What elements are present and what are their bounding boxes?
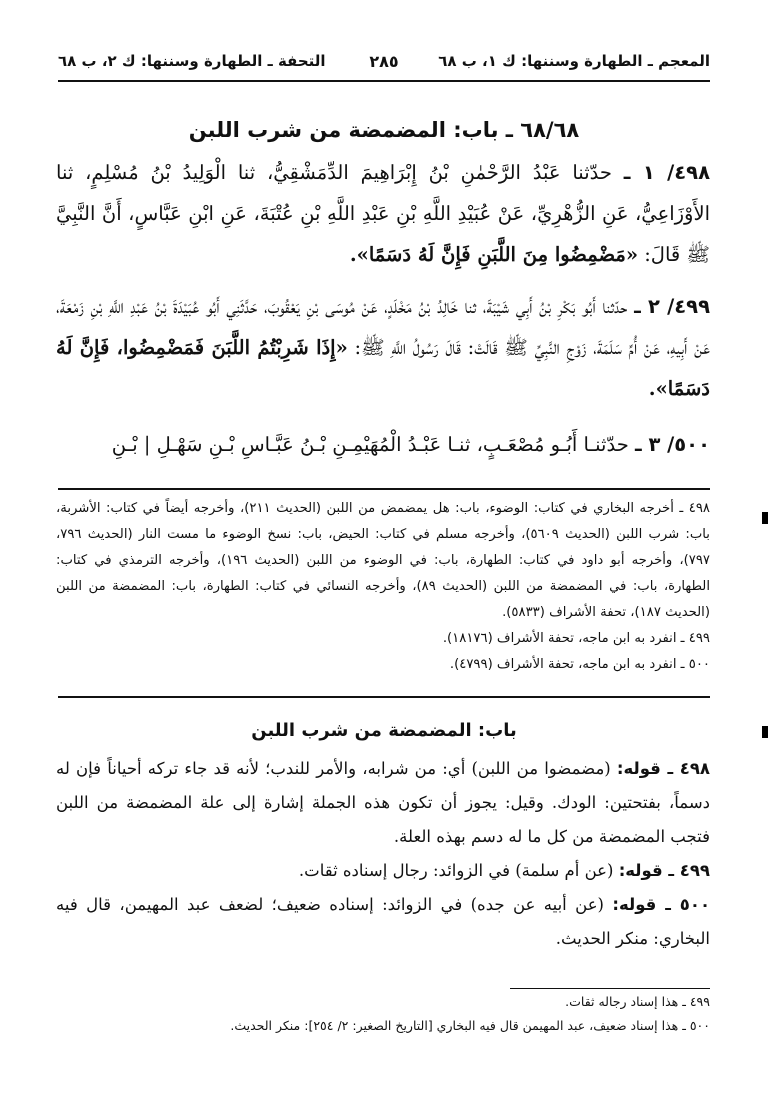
- sharh-rule: [58, 696, 710, 698]
- chapter-title: ٦٨/٦٨ ـ باب: المضمضة من شرب اللبن: [188, 118, 580, 142]
- hadith-text: «إِذَا شَرِبْتُمُ اللَّبَنَ فَمَضْمِضُوا، فَإِنَّ لَهُ دَسَمًا».: [56, 336, 710, 400]
- takhrij-item: ٤٩٩ ـ انفرد به ابن ماجه، تحفة الأشراف (١٨١٧٦).: [442, 631, 710, 646]
- takhrij-item: ٥٠٠ ـ انفرد به ابن ماجه، تحفة الأشراف (٤٧٩٩).: [449, 657, 710, 672]
- header-rule: [58, 80, 710, 82]
- hadith-2: [56, 286, 710, 409]
- hadith-number: ٥٠٠/ ٣ ـ: [634, 433, 710, 456]
- takhrij-rule: [58, 488, 710, 490]
- hadith-number: ٤٩٩/ ٢ ـ: [634, 295, 710, 318]
- footnotes: [56, 990, 710, 1038]
- sharh-item: [56, 854, 710, 888]
- hadith-chain: حدّثنا عَبْدُ الرَّحْمٰنِ بْنُ إِبْرَاهِيمَ الدِّمَشْقِيُّ، ثنا الْوَلِيدُ بْنُ مُسْلِمٍ، ثنا الأَوْزَاعِيُّ، عَنِ الزُّهْرِيِّ، عَنْ عُبَيْدِ اللَّهِ بْنِ عَبْدِ اللَّهِ بْنِ عُتْبَةَ، عَنِ ابْنِ عَبَّاسٍ، أَنَّ النَّبِيَّ ﷺ قَالَ:: [56, 161, 710, 266]
- hadith-number: ٤٩٨/ ١ ـ: [623, 161, 710, 184]
- margin-mark: [762, 726, 768, 738]
- running-header: [58, 52, 710, 78]
- hadith-chain: حدّثنـا أَبُـو مُصْعَـبٍ، ثنـا عَبْـدُ الْمُهَيْمِـنِ بْـنُ عَبَّـاسِ بْـنِ سَهْـلِ | بْـنِ: [111, 433, 629, 456]
- sharh-text: (عن أم سلمة) في الزوائد: رجال إسناده ثقات.: [298, 861, 614, 880]
- hadith-text: «مَضْمِضُوا مِنَ اللَّبَنِ فَإِنَّ لَهُ دَسَمًا».: [349, 243, 639, 266]
- hadith-chain: حدّثنا أَبُو بَكْرِ بْنُ أَبِي شَيْبَةَ، ثنا خَالِدُ بْنُ مَخْلَدٍ، عَنْ مُوسَى بْنِ يَعْقُوبَ، حَدَّثَنِي أَبُو عُبَيْدَةَ بْنُ عَبْدِ اللَّهِ بْنِ زَمْعَةَ، عَنْ أَبِيهِ، عَنْ أُمِّ سَلَمَةَ، زَوْجِ النَّبِيِّ ﷺ قَالَتْ: قَالَ رَسُولُ اللَّهِ ﷺ:: [56, 295, 710, 359]
- header-right: المعجم ـ الطهارة وسننها: ك ١، ب ٦٨: [438, 52, 710, 70]
- page-number: ٢٨٥: [369, 52, 399, 71]
- header-left: التحفة ـ الطهارة وسننها: ك ٢، ب ٦٨: [58, 52, 326, 70]
- sharh-text: (مضمضوا من اللبن) أي: من شرابه، والأمر للندب؛ لأنه قد جاء تركه أحياناً فإن له دسماً، بفتحتين: الودك. وقيل: يجوز أن تكون هذه الجملة إشارة إلى علة المضمضة من اللبن فتجب المضمضة من كل ما له دسم بهذه العلة.: [56, 759, 710, 846]
- footnote-item: ٥٠٠ ـ هذا إسناد ضعيف، عبد المهيمن قال فيه البخاري [التاريخ الصغير: ٢/ ٢٥٤]: منكر الحديث.: [230, 1018, 710, 1033]
- sharh-body: [56, 752, 710, 956]
- sharh-number: ٤٩٨ ـ قوله:: [616, 759, 710, 778]
- hadith-1: [56, 152, 710, 275]
- sharh-number: ٤٩٩ ـ قوله:: [618, 861, 710, 880]
- sharh-item: [56, 752, 710, 854]
- hadith-3: [56, 424, 710, 465]
- sharh-title: باب: المضمضة من شرب اللبن: [251, 720, 517, 741]
- margin-mark: [762, 512, 768, 524]
- takhrij-notes: [56, 496, 710, 678]
- footnote-rule: [510, 988, 710, 989]
- footnote-item: ٤٩٩ ـ هذا إسناد رجاله ثقات.: [565, 994, 710, 1009]
- sharh-item: [56, 888, 710, 956]
- sharh-text: (عن أبيه عن جده) في الزوائد: إسناده ضعيف؛ لضعف عبد المهيمن، قال فيه البخاري: منكر الحديث.: [56, 895, 710, 948]
- takhrij-item: ٤٩٨ ـ أخرجه البخاري في كتاب: الوضوء، باب: هل يمضمض من اللبن (الحديث ٢١١)، وأخرجه أيضاً في كتاب: الأشربة، باب: شرب اللبن (الحديث ٥٦٠٩)، وأخرجه مسلم في كتاب: الحيض، باب: نسخ الوضوء ما مست النار (الحديث ٧٩٦، ٧٩٧)، وأخرجه أبو داود في كتاب: الطهارة، باب: في الوضوء من اللبن (الحديث ١٩٦)، وأخرجه الترمذي في كتاب: الطهارة، باب: في المضمضة من اللبن (الحديث ٨٩)، وأخرجه النسائي في كتاب: الطهارة، باب: المضمضة من اللبن (الحديث ١٨٧)، تحفة الأشراف (٥٨٣٣).: [56, 501, 710, 620]
- sharh-number: ٥٠٠ ـ قوله:: [612, 895, 711, 914]
